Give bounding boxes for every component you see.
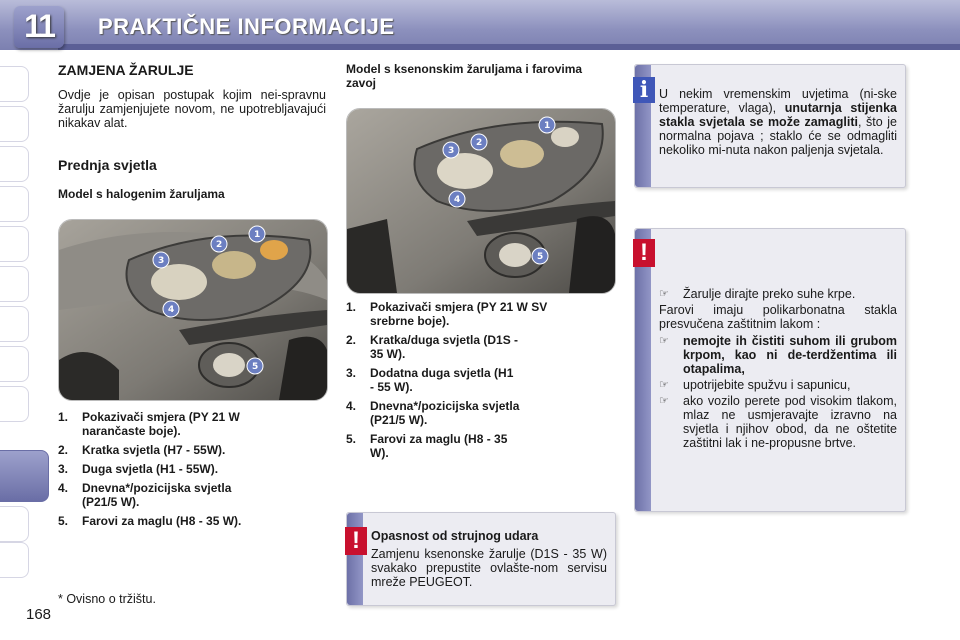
xenon-headlight-photo [346,108,616,294]
chapter-tab-active[interactable] [0,450,49,502]
chapter-tab[interactable] [0,506,29,542]
pointing-hand-icon: ☞ [659,379,669,391]
electric-shock-warning-box [346,512,616,606]
xenon-headlight-illustration [347,109,615,293]
xenon-bulb-list [346,300,606,465]
page-number: 168 [26,606,52,623]
danger-title: Opasnost od strujnog udara [371,529,539,543]
warning-icon: ! [345,527,367,555]
list-item: 5. Farovi za maglu (H8 - 35 W). [346,432,508,460]
chapter-tab[interactable] [0,146,29,182]
callout-2: 2 [476,138,483,148]
halogen-title: Model s halogenim žaruljama [58,187,225,201]
chapter-tab[interactable] [0,226,29,262]
warning-icon: ! [633,239,655,267]
list-item: 2. Kratka/duga svjetla (D1S - 35 W). [346,333,519,361]
chapter-tab[interactable] [0,346,29,382]
chapter-tab[interactable] [0,106,29,142]
callout-5: 5 [537,252,544,262]
footnote: * Ovisno o tržištu. [58,592,156,606]
chapter-tab[interactable] [0,266,29,302]
section-title: ZAMJENA ŽARULJE [58,62,194,78]
pointing-hand-icon: ☞ [659,335,669,347]
halogen-bulb-list [58,410,328,533]
callout-2: 2 [216,240,223,250]
callout-1: 1 [544,121,551,131]
halogen-headlight-illustration [59,220,327,400]
list-item: ☞ ako vozilo perete pod visokim tlakom, mlaz ne usmjeravajte izravno na svjetla i njihov obod, da ne oštetite zaštitni lak i ne-propusne brtve. [659,394,897,450]
pointing-hand-icon: ☞ [659,288,669,300]
chapter-tab[interactable] [0,386,29,422]
info-box [634,64,906,188]
list-item: ☞ nemojte ih čistiti suhom ili grubom krpom, kao ni de-terdžentima ili otapalima, [659,334,897,376]
callout-4: 4 [454,195,461,205]
warning-paragraph: Farovi imaju polikarbonatna stakla presvučena zaštitnim lakom : [659,303,897,331]
front-lights-title: Prednja svjetla [58,157,157,173]
list-item: 1. Pokazivači smjera (PY 21 W narančaste boje). [58,410,240,438]
callout-3: 3 [448,146,455,156]
list-item: 5. Farovi za maglu (H8 - 35 W). [58,514,242,528]
chapter-tab[interactable] [0,186,29,222]
chapter-tab[interactable] [0,306,29,342]
callout-1: 1 [254,230,261,240]
list-item: 2. Kratka svjetla (H7 - 55W). [58,443,226,457]
callout-4: 4 [168,305,175,315]
page-title: PRAKTIČNE INFORMACIJE [98,14,395,39]
box-accent-bar [635,229,651,511]
list-item: 4. Dnevna*/pozicijska svjetla (P21/5 W). [58,481,232,509]
chapter-tabs [0,66,30,576]
chapter-tab[interactable] [0,66,29,102]
intro-text: Ovdje je opisan postupak kojim nei-spravnu žarulju zamjenjujete novom, ne upotrebljavajući nikakav alat. [58,88,326,130]
chapter-tab[interactable] [0,542,29,578]
xenon-title: Model s ksenonskim žaruljama i farovima zavoj [346,62,583,90]
halogen-headlight-photo [58,219,328,401]
header-strip [58,44,960,50]
list-item: 1. Pokazivači smjera (PY 21 W SV srebrne boje). [346,300,548,328]
pointing-hand-icon: ☞ [659,395,669,407]
list-item: 3. Duga svjetla (H1 - 55W). [58,462,219,476]
danger-text: Zamjenu ksenonske žarulje (D1S - 35 W) svakako prepustite ovlašte-nom servisu mreže PEUGEOT. [371,547,607,589]
info-icon: i [633,77,655,103]
list-item: 4. Dnevna*/pozicijska svjetla (P21/5 W). [346,399,520,427]
list-item: ☞ Žarulje dirajte preko suhe krpe. [659,287,856,301]
list-item: 3. Dodatna duga svjetla (H1 - 55 W). [346,366,514,394]
callout-3: 3 [158,256,165,266]
list-item: ☞ upotrijebite spužvu i sapunicu, [659,378,851,392]
headlight-care-warning-box [634,228,906,512]
chapter-number: 11 [24,8,54,44]
callout-5: 5 [252,362,259,372]
info-text: U nekim vremenskim uvjetima (ni-ske temperature, vlaga), unutarnja stijenka stakla svjetala se može zamagliti, što je normalna pojava ; staklo će se odmagliti nekoliko mi-nuta nakon paljenja svjetala. [659,87,897,157]
